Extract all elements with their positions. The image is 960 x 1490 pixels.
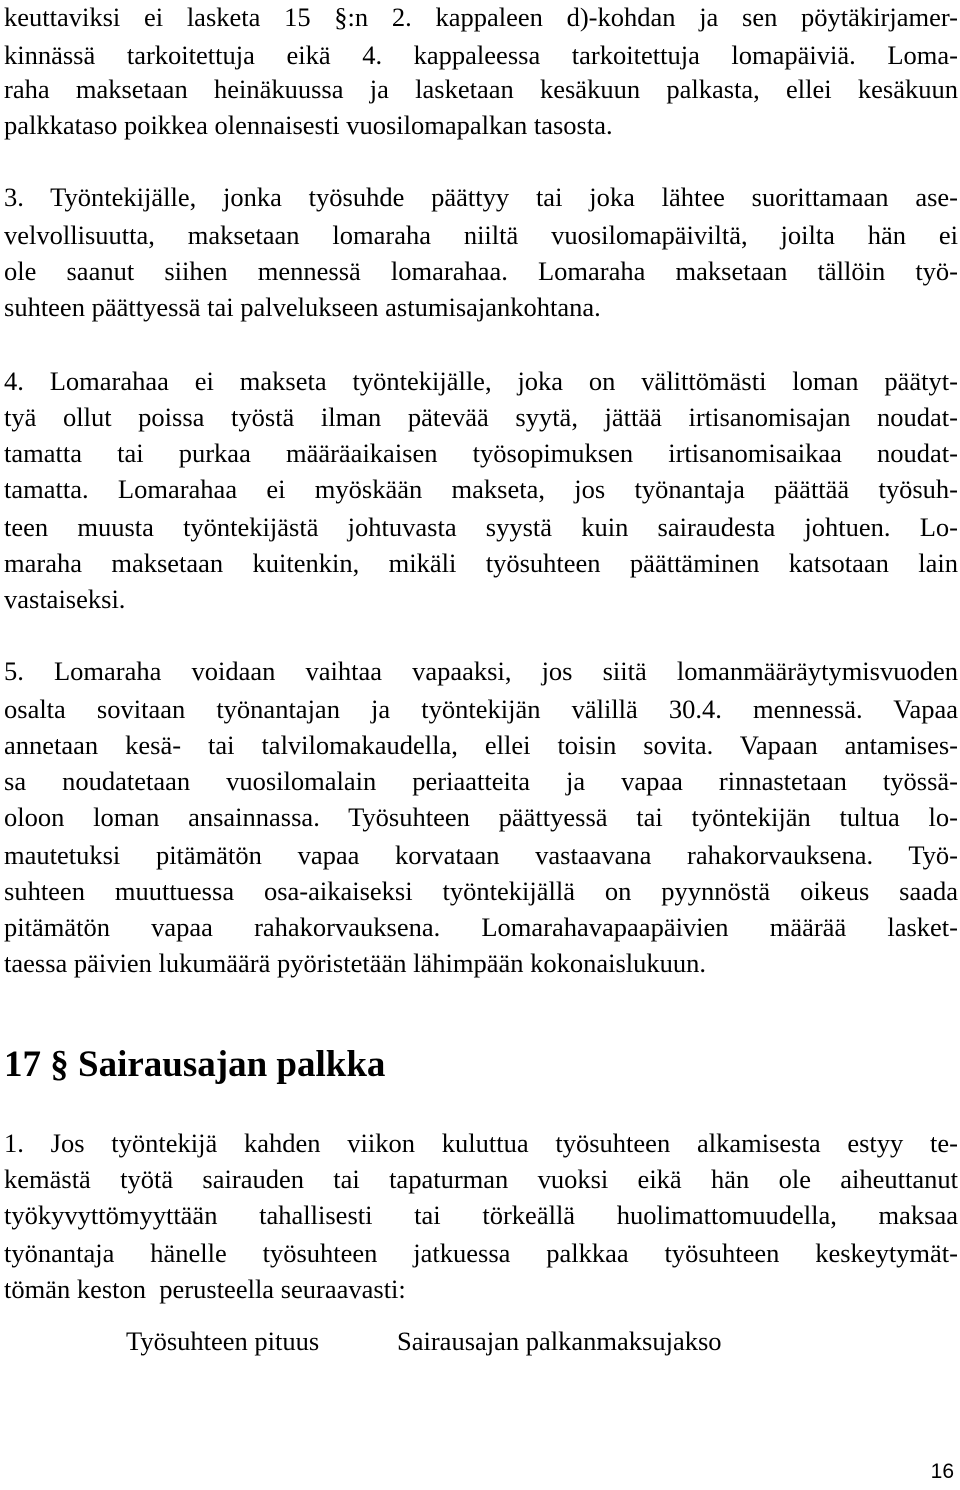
text-line: työkyvyttömyyttään tahallisesti tai törkeällä huolimattomuudella, maksaa — [4, 1200, 958, 1230]
text-line: annetaan kesä- tai talvilomakaudella, ellei toisin sovita. Vapaan antamises- — [4, 730, 958, 760]
text-line: pitämätön vapaa rahakorvauksena. Lomarahavapaapäivien määrää lasket- — [4, 912, 958, 942]
column-header-palkanmaksujakso: Sairausajan palkanmaksujakso — [397, 1326, 722, 1356]
text-line: mautetuksi pitämätön vapaa korvataan vastaavana rahakorvauksena. Työ- — [4, 840, 958, 870]
text-line: raha maksetaan heinäkuussa ja lasketaan kesäkuun palkasta, ellei kesäkuun — [4, 74, 958, 104]
text-line: taessa päivien lukumäärä pyöristetään lähimpään kokonaislukuun. — [4, 948, 707, 978]
text-line: osalta sovitaan työnantajan ja työntekijän välillä 30.4. mennessä. Vapaa — [4, 694, 958, 724]
text-line: kemästä työtä sairauden tai tapaturman vuoksi eikä hän ole aiheuttanut — [4, 1164, 958, 1194]
text-line: 1. Jos työntekijä kahden viikon kuluttua työsuhteen alkamisesta estyy te- — [4, 1128, 958, 1158]
text-line: vastaiseksi. — [4, 584, 126, 614]
text-line: tömän keston perusteella seuraavasti: — [4, 1274, 406, 1304]
text-line: suhteen muuttuessa osa-aikaiseksi työntekijällä on pyynnöstä oikeus saada — [4, 876, 958, 906]
text-line: velvollisuutta, maksetaan lomaraha niiltä vuosilomapäiviltä, joilta hän ei — [4, 220, 958, 250]
text-line: ole saanut siihen mennessä lomarahaa. Lomaraha maksetaan tällöin työ- — [4, 256, 958, 286]
page-number: 16 — [930, 1460, 954, 1483]
text-line: työnantaja hänelle työsuhteen jatkuessa palkkaa työsuhteen keskeytymät- — [4, 1238, 958, 1268]
section-heading: 17 § Sairausajan palkka — [4, 1044, 386, 1085]
text-line: palkkataso poikkea olennaisesti vuosilomapalkan tasosta. — [4, 110, 613, 140]
text-line: suhteen päättyessä tai palvelukseen astumisajankohtana. — [4, 292, 601, 322]
text-line: 5. Lomaraha voidaan vaihtaa vapaaksi, jos siitä lomanmääräytymisvuoden — [4, 656, 958, 686]
text-line: oloon loman ansainnassa. Työsuhteen päättyessä tai työntekijän tultua lo- — [4, 802, 958, 832]
text-line: tyä ollut poissa työstä ilman pätevää syytä, jättää irtisanomisajan noudat- — [4, 402, 958, 432]
text-line: keuttaviksi ei lasketa 15 §:n 2. kappaleen d)-kohdan ja sen pöytäkirjamer- — [4, 2, 958, 32]
text-line: kinnässä tarkoitettuja eikä 4. kappaleessa tarkoitettuja lomapäiviä. Loma- — [4, 40, 958, 70]
text-line: tamatta. Lomarahaa ei myöskään makseta, jos työnantaja päättää työsuh- — [4, 474, 958, 504]
text-line: 3. Työntekijälle, jonka työsuhde päättyy tai joka lähtee suorittamaan ase- — [4, 182, 958, 212]
text-line: maraha maksetaan kuitenkin, mikäli työsuhteen päättäminen katsotaan lain — [4, 548, 958, 578]
text-line: tamatta tai purkaa määräaikaisen työsopimuksen irtisanomisaikaa noudat- — [4, 438, 958, 468]
column-header-tyosuhteen-pituus: Työsuhteen pituus — [126, 1326, 320, 1356]
text-line: teen muusta työntekijästä johtuvasta syystä kuin sairaudesta johtuen. Lo- — [4, 512, 958, 542]
text-line: 4. Lomarahaa ei makseta työntekijälle, joka on välittömästi loman päätyt- — [4, 366, 958, 396]
text-line: sa noudatetaan vuosilomalain periaatteita ja vapaa rinnastetaan työssä- — [4, 766, 958, 796]
